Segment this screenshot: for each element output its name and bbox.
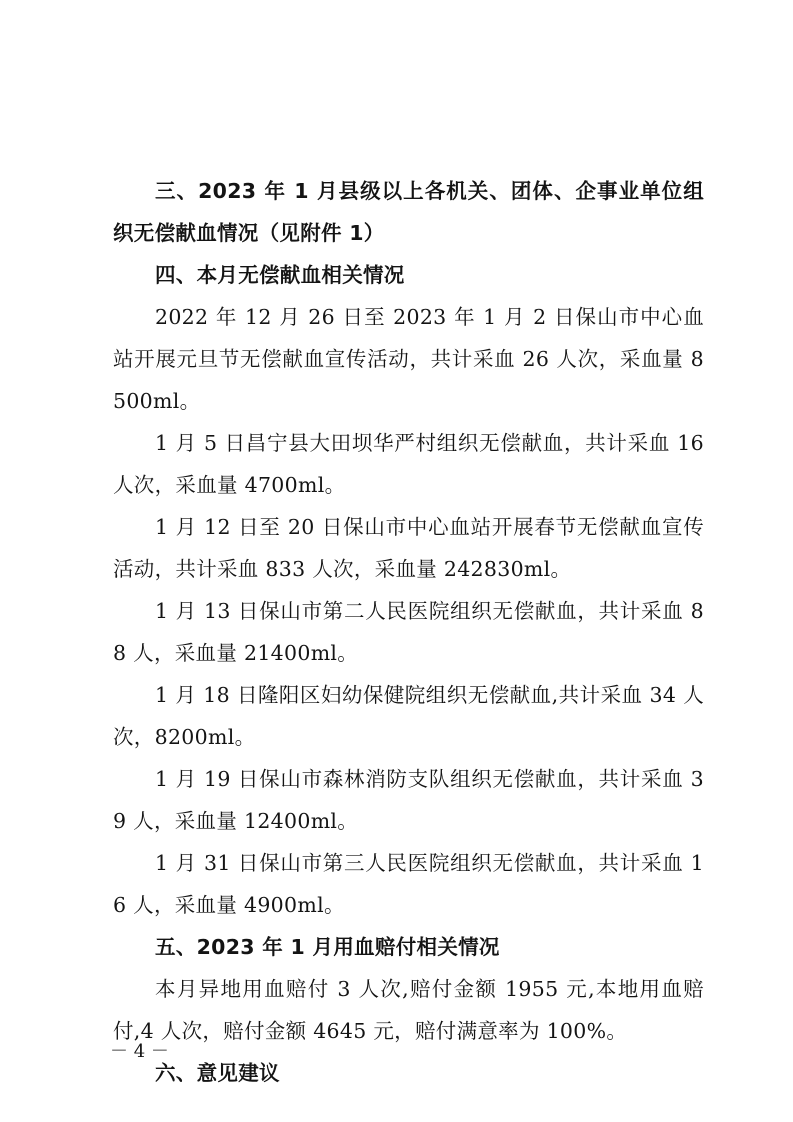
section-3-heading: 三、2023 年 1 月县级以上各机关、团体、企事业单位组织无偿献血情况（见附件 1）: [113, 179, 704, 245]
paragraph: 本月异地用血赔付 3 人次,赔付金额 1955 元,本地用血赔付,4 人次，赔付金额 4645 元，赔付满意率为 100%。: [113, 977, 704, 1043]
paragraph: 1 月 5 日昌宁县大田坝华严村组织无偿献血，共计采血 16 人次，采血量 4700ml。: [113, 431, 704, 497]
paragraph: 1 月 13 日保山市第二人民医院组织无偿献血，共计采血 88 人，采血量 21400ml。: [113, 599, 704, 665]
paragraph: 1 月 31 日保山市第三人民医院组织无偿献血，共计采血 16 人，采血量 4900ml。: [113, 851, 704, 917]
section-6-heading: 六、意见建议: [155, 1061, 280, 1085]
paragraph: 2022 年 12 月 26 日至 2023 年 1 月 2 日保山市中心血站开展元旦节无偿献血宣传活动，共计采血 26 人次，采血量 8500ml。: [113, 305, 704, 413]
section-5-heading: 五、2023 年 1 月用血赔付相关情况: [155, 935, 500, 959]
body-text: [113, 170, 704, 1094]
paragraph: 1 月 18 日隆阳区妇幼保健院组织无偿献血,共计采血 34 人次，8200ml。: [113, 683, 704, 749]
paragraph: 1 月 19 日保山市森林消防支队组织无偿献血，共计采血 39 人，采血量 12400ml。: [113, 767, 704, 833]
page-number: － 4 －: [110, 1041, 169, 1062]
section-4-heading: 四、本月无偿献血相关情况: [155, 263, 405, 287]
paragraph: 1 月 12 日至 20 日保山市中心血站开展春节无偿献血宣传活动，共计采血 833 人次，采血量 242830ml。: [113, 515, 704, 581]
